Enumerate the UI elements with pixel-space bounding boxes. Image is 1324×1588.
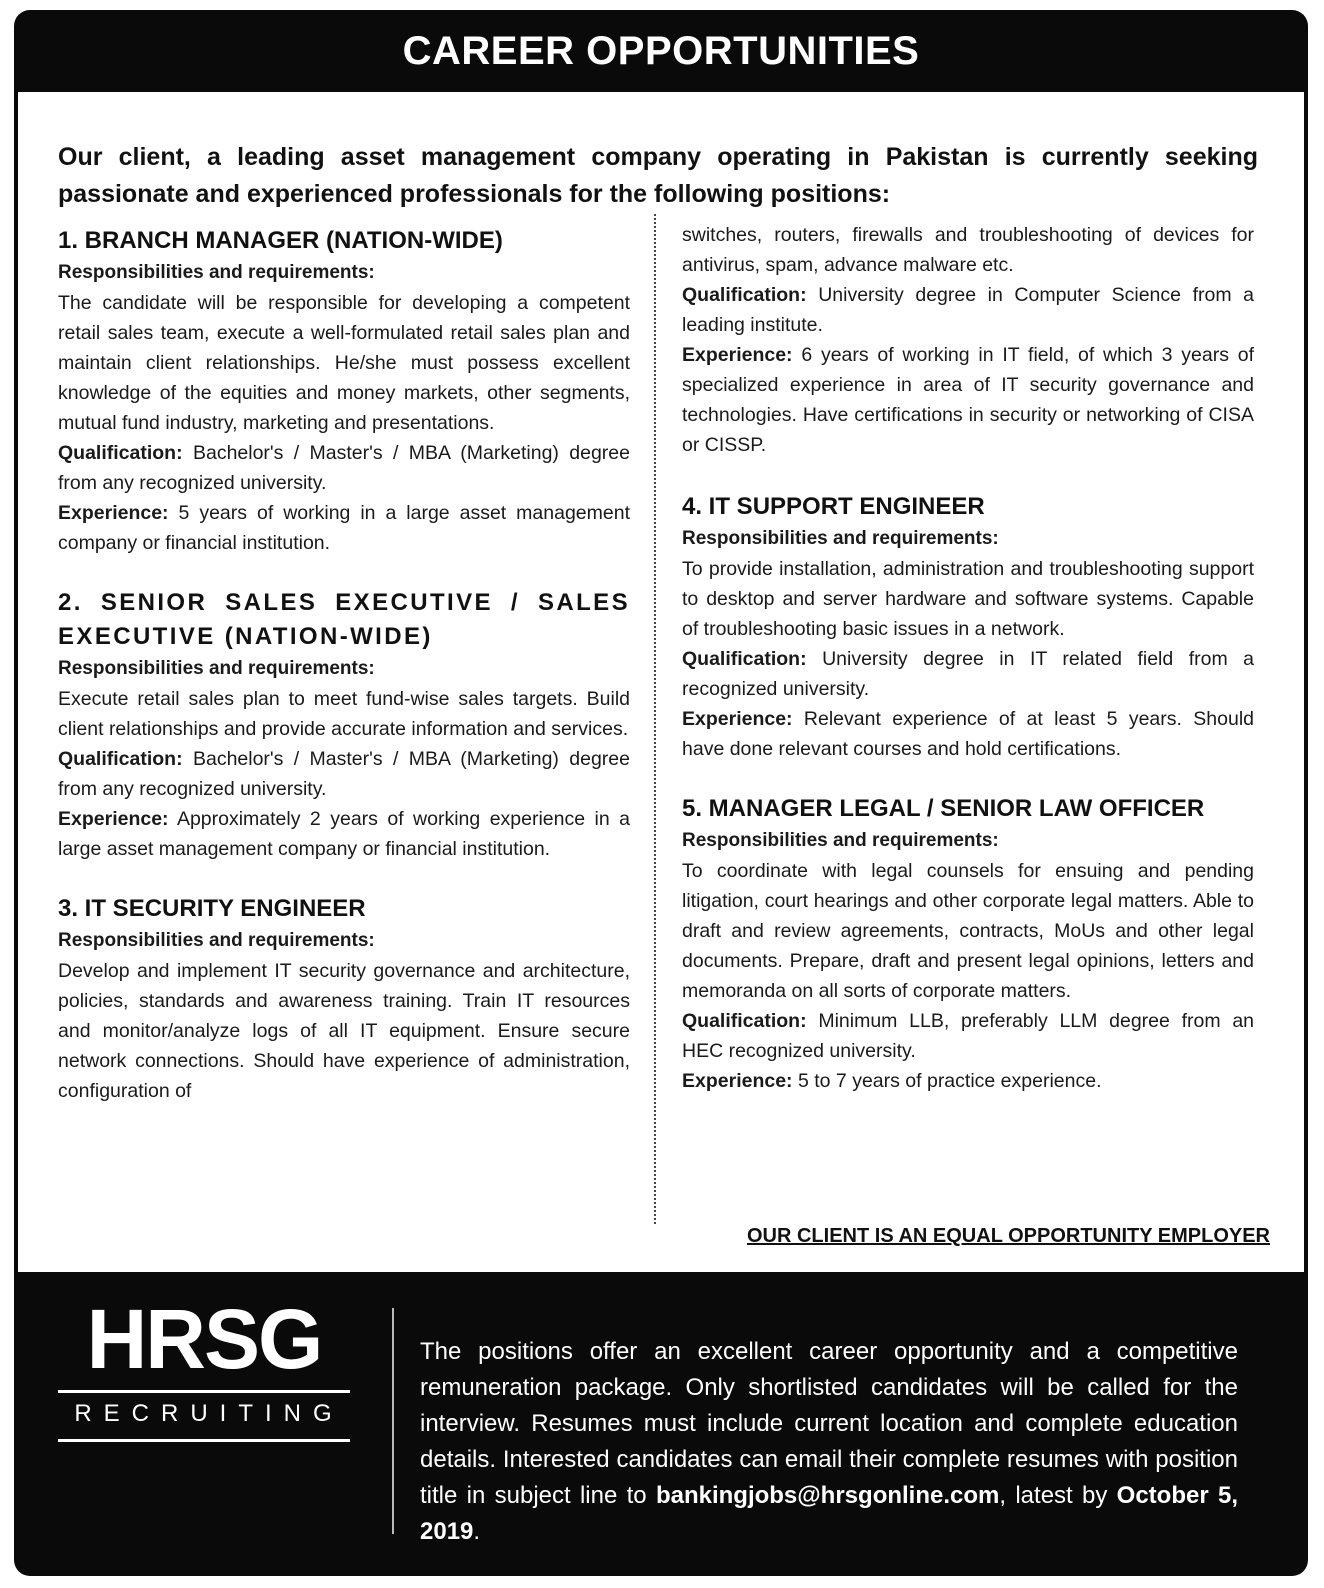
responsibilities-text: To provide installation, administration and troubleshooting support to desktop and server hardware and software systems. Capable of troubleshooting basic issues in a network.: [682, 558, 1254, 640]
footer-bar: [14, 1272, 1308, 1576]
qualification-label: Qualification:: [58, 748, 183, 770]
responsibilities-label: Responsibilities and requirements:: [682, 528, 999, 549]
deadline-date: October 5, 2019: [420, 1482, 1238, 1545]
job-title: 1. BRANCH MANAGER (NATION-WIDE): [58, 227, 503, 254]
left-column: [58, 224, 630, 1134]
job-listing-5: [682, 792, 1254, 1096]
job-listing-1: [58, 224, 630, 558]
experience-label: Experience:: [682, 708, 793, 730]
column-divider: [654, 214, 656, 1224]
qualification-label: Qualification:: [682, 648, 807, 670]
qualification-line: [58, 438, 630, 498]
experience-line: [682, 704, 1254, 764]
experience-label: Experience:: [58, 502, 169, 524]
responsibilities-label: Responsibilities and requirements:: [58, 658, 375, 679]
job-title: 4. IT SUPPORT ENGINEER: [682, 493, 985, 520]
instructions-connector: , latest by: [999, 1482, 1117, 1509]
instructions-text: The positions offer an excellent career opportunity and a competitive remuneration package. Only shortlisted candidates will be called for the interview. Resumes must include current location and complete education details. Interested candidates can email their complete resumes with position title in subject line to: [420, 1338, 1238, 1509]
right-column: [682, 220, 1254, 1124]
qualification-text: Bachelor's / Master's / MBA (Marketing) degree from any recognized university.: [58, 748, 630, 800]
job-listing-3-continued: [682, 220, 1254, 460]
responsibilities-text-continued: switches, routers, firewalls and troubleshooting of devices for antivirus, spam, advance malware etc.: [682, 224, 1254, 276]
advertisement-frame: [14, 10, 1308, 1576]
contact-email-link[interactable]: bankingjobs@hrsgonline.com: [655, 1482, 1000, 1509]
responsibilities-label: Responsibilities and requirements:: [682, 830, 999, 851]
qualification-line: [58, 744, 630, 804]
qualification-label: Qualification:: [682, 1010, 807, 1032]
logo-wordmark: HRSG: [86, 1292, 322, 1386]
qualification-line: [682, 644, 1254, 704]
experience-text: 6 years of working in IT field, of which 3 years of specialized experience in area of IT security governance and technologies. Have certifications in security or networking of CISA or CISSP.: [682, 344, 1254, 456]
experience-label: Experience:: [682, 1070, 793, 1092]
job-title: 5. MANAGER LEGAL / SENIOR LAW OFFICER: [682, 795, 1205, 822]
responsibilities-text: The candidate will be responsible for developing a competent retail sales team, execute a well-formulated retail sales plan and maintain client relationships. He/she must possess excellent knowledge of the equities and money markets, other segments, mutual fund industry, marketing and presentations.: [58, 292, 630, 434]
job-title: 3. IT SECURITY ENGINEER: [58, 895, 366, 922]
hrsg-logo: [58, 1292, 350, 1442]
application-instructions: [420, 1334, 1238, 1550]
logo-tagline: RECRUITING: [74, 1400, 344, 1427]
responsibilities-text: Develop and implement IT security governance and architecture, policies, standards and awareness training. Train IT resources and monitor/analyze logs of all IT equipment. Ensure secure network connections. Should have experience of administration, configuration of: [58, 960, 630, 1102]
experience-text: Approximately 2 years of working experience in a large asset management company or financial institution.: [58, 808, 630, 860]
content-panel: [18, 92, 1304, 1272]
logo-rule-bottom: [58, 1439, 350, 1442]
header-bar: [14, 10, 1308, 92]
job-title: 2. SENIOR SALES EXECUTIVE / SALES EXECUTIVE (NATION-WIDE): [58, 589, 630, 650]
experience-line: [58, 498, 630, 558]
experience-label: Experience:: [58, 808, 169, 830]
responsibilities-label: Responsibilities and requirements:: [58, 262, 375, 283]
experience-line: [58, 804, 630, 864]
job-listing-4: [682, 490, 1254, 764]
experience-text: Relevant experience of at least 5 years. Should have done relevant courses and hold certifications.: [682, 708, 1254, 760]
qualification-text: University degree in IT related field from a recognized university.: [682, 648, 1254, 700]
job-listing-3: [58, 892, 630, 1106]
responsibilities-label: Responsibilities and requirements:: [58, 930, 375, 951]
experience-label: Experience:: [682, 344, 793, 366]
footer-divider: [392, 1308, 394, 1534]
qualification-text: Minimum LLB, preferably LLM degree from an HEC recognized university.: [682, 1010, 1255, 1062]
experience-text: 5 to 7 years of practice experience.: [797, 1070, 1102, 1092]
experience-line: [682, 1066, 1254, 1096]
instructions-end: .: [473, 1518, 481, 1545]
equal-opportunity-statement: OUR CLIENT IS AN EQUAL OPPORTUNITY EMPLOYER: [746, 1225, 1270, 1247]
responsibilities-text: Execute retail sales plan to meet fund-wise sales targets. Build client relationships and provide accurate information and services.: [58, 688, 630, 740]
job-listing-2: [58, 586, 630, 864]
qualification-text: University degree in Computer Science from a leading institute.: [682, 284, 1255, 336]
responsibilities-text: To coordinate with legal counsels for ensuing and pending litigation, court hearings and other corporate legal matters. Able to draft and review agreements, contracts, MoUs and other legal documents. Prepare, draft and present legal opinions, letters and memoranda on all sorts of corporate matters.: [682, 860, 1254, 1002]
qualification-line: [682, 1006, 1254, 1066]
qualification-text: Bachelor's / Master's / MBA (Marketing) degree from any recognized university.: [58, 442, 630, 494]
experience-text: 5 years of working in a large asset management company or financial institution.: [58, 502, 631, 554]
qualification-label: Qualification:: [682, 284, 807, 306]
page-title: CAREER OPPORTUNITIES: [402, 28, 920, 73]
qualification-line: [682, 280, 1254, 340]
qualification-label: Qualification:: [58, 442, 183, 464]
intro-text: Our client, a leading asset management company operating in Pakistan is currently seeking passionate and experienced professionals for the following positions:: [58, 143, 1258, 208]
experience-line: [682, 340, 1254, 460]
